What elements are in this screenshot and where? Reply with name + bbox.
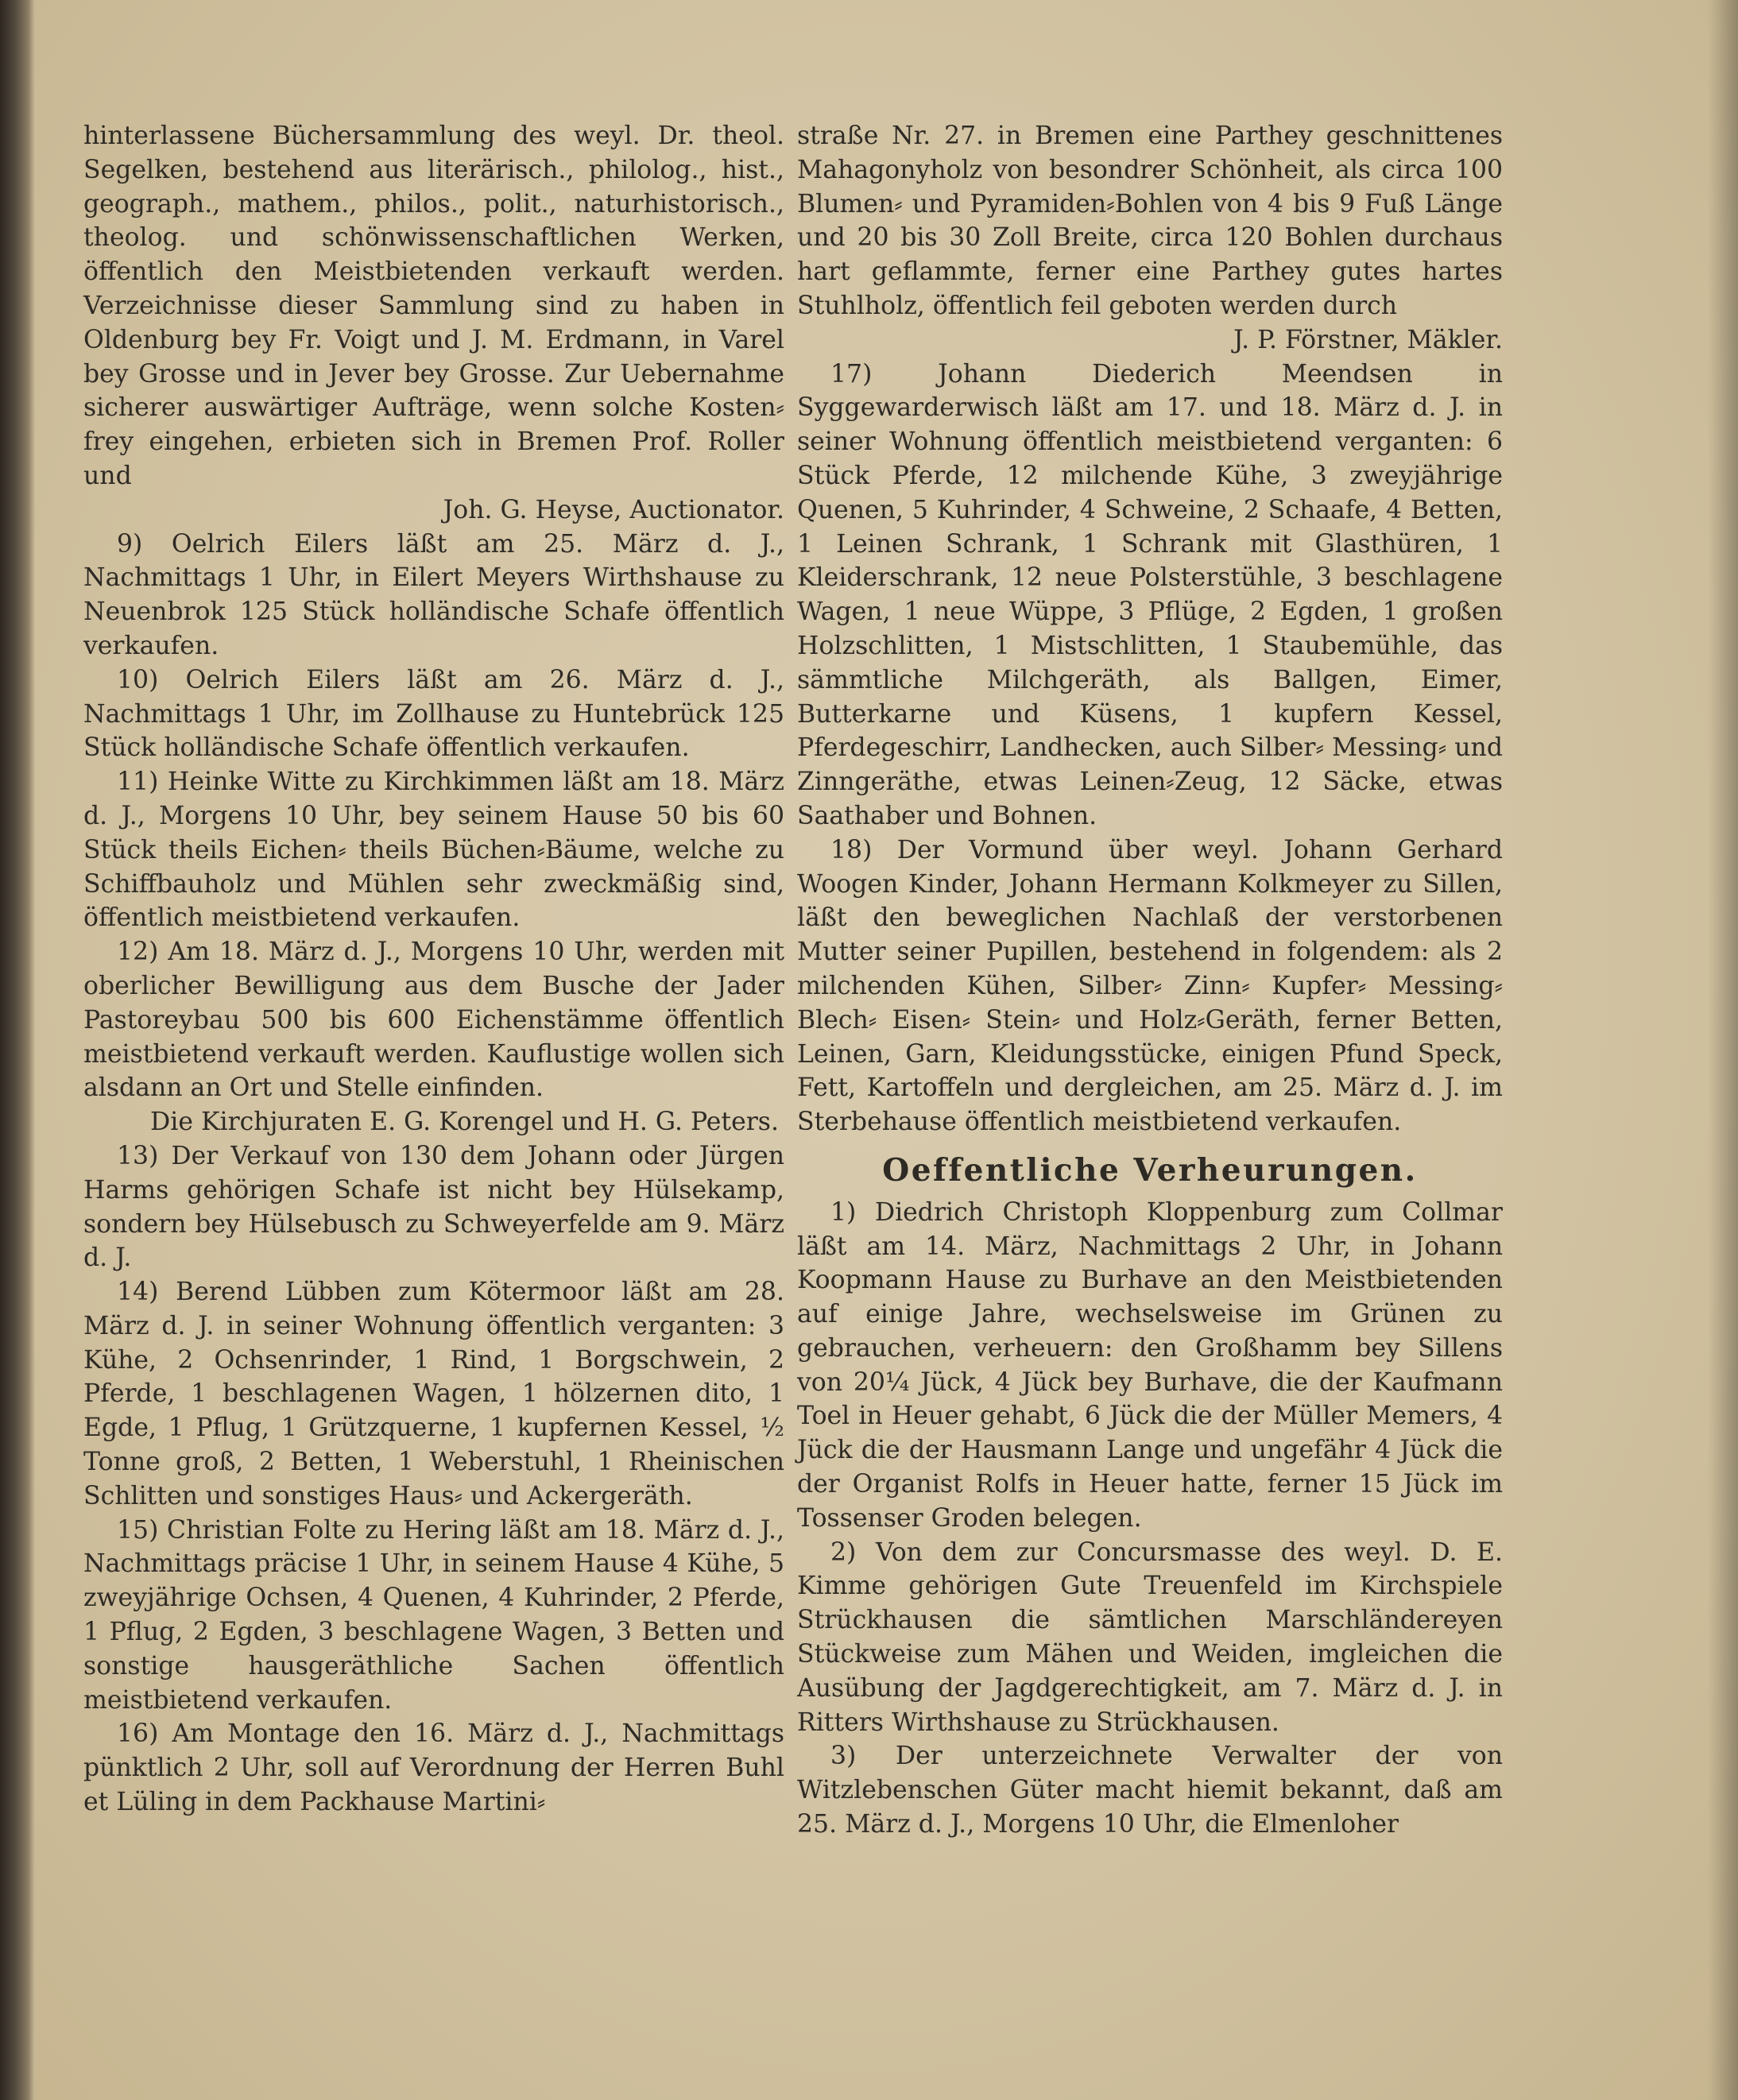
notice-16-signature: J. P. Förstner, Mäkler. bbox=[1233, 325, 1503, 354]
book-binding-edge bbox=[0, 0, 35, 2100]
notice-12: 12) Am 18. März d. J., Morgens 10 Uhr, werden mit oberlicher Bewilligung aus dem Busche der Jader Pastoreybau 500 bis 600 Eichenstämme öffentlich meistbietend verkauft werden. Kauflustige wollen sich alsdann an Ort und Stelle einfinden. bbox=[83, 938, 784, 1103]
notice-10: 10) Oelrich Eilers läßt am 26. März d. J., Nachmittags 1 Uhr, im Zollhause zu Huntebrück 125 Stück holländische Schafe öffentlich verkaufen. bbox=[83, 665, 784, 763]
notice-14: 14) Berend Lübben zum Kötermoor läßt am 28. März d. J. in seiner Wohnung öffentlich verganten: 3 Kühe, 2 Ochsenrinder, 1 Rind, 1 Borgschwein, 2 Pferde, 1 beschlagenen Wagen, 1 hölzernen dito, 1 Egde, 1 Pflug, 1 Grützquerne, 1 kupfernen Kessel, ½ Tonne groß, 2 Betten, 1 Weberstuhl, 1 Rheinischen Schlitten und sonstiges Haus⸗ und Ackergeräth. bbox=[83, 1278, 784, 1510]
lease-1: 1) Diedrich Christoph Kloppenburg zum Collmar läßt am 14. März, Nachmittags 2 Uhr, in Johann Koopmann Hause zu Burhave an den Meistbietenden auf einige Jahre, wechselsweise im Grünen zu gebrauchen, verheuern: den Großhamm bey Sillens von 20¼ Jück, 4 Jück bey Burhave, die der Kaufmann Toel in Heuer gehabt, 6 Jück die der Müller Memers, 4 Jück die der Hausmann Lange und ungefähr 4 Jück die der Organist Rolfs in Heuer hatte, ferner 15 Jück im Tossenser Groden belegen. bbox=[797, 1197, 1503, 1533]
notice-15: 15) Christian Folte zu Hering läßt am 18. März d. J., Nachmittags präcise 1 Uhr, in seinem Hause 4 Kühe, 5 zweyjährige Ochsen, 4 Quenen, 4 Kuhrinder, 2 Pferde, 1 Pflug, 2 Egden, 3 beschlagene Wagen, 3 Betten und sonstige hausgeräthliche Sachen öffentlich meistbietend verkaufen. bbox=[83, 1515, 784, 1715]
notice-opening-signature: Joh. G. Heyse, Auctionator. bbox=[443, 495, 784, 524]
notice-16: 16) Am Montage den 16. März d. J., Nachmittags pünktlich 2 Uhr, soll auf Verordnung der Herren Buhl et Lüling in dem Packhause Martini⸗ bbox=[83, 1719, 784, 1817]
notice-12-signature: Die Kirchjuraten E. G. Korengel und H. G. Peters. bbox=[150, 1108, 779, 1137]
notice-9: 9) Oelrich Eilers läßt am 25. März d. J., Nachmittags 1 Uhr, in Eilert Meyers Wirthshause zu Neuenbrok 125 Stück holländische Schafe öffentlich verkaufen. bbox=[83, 529, 784, 660]
right-column bbox=[797, 119, 1503, 1842]
notice-17: 17) Johann Diederich Meendsen in Syggewarderwisch läßt am 17. und 18. März d. J. in seiner Wohnung öffentlich meistbietend verganten: 6 Stück Pferde, 12 milchende Kühe, 3 zweyjährige Quenen, 5 Kuhrinder, 4 Schweine, 2 Schaafe, 4 Betten, 1 Leinen Schrank, 1 Schrank mit Glasthüren, 1 Kleiderschrank, 12 neue Polsterstühle, 3 beschlagene Wagen, 1 neue Wüppe, 3 Pflüge, 2 Egden, 1 großen Holzschlitten, 1 Mistschlitten, 1 Staubemühle, das sämmtliche Milchgeräth, als Ballgen, Eimer, Butterkarne und Küsens, 1 kupfern Kessel, Pferdegeschirr, Landhecken, auch Silber⸗ Messing⸗ und Zinngeräthe, etwas Leinen⸗Zeug, 12 Säcke, etwas Saathaber und Bohnen. bbox=[797, 359, 1503, 830]
section-heading: Oeffentliche Verheurungen. bbox=[882, 1151, 1418, 1189]
page-edge-shadow bbox=[1708, 0, 1738, 2100]
lease-2: 2) Von dem zur Concursmasse des weyl. D. E. Kimme gehörigen Gute Treuenfeld im Kirchspiele Strückhausen die sämtlichen Marschländereyen Stückweise zum Mähen und Weiden, imgleichen die Ausübung der Jagdgerechtigkeit, am 7. März d. J. in Ritters Wirthshause zu Strückhausen. bbox=[797, 1537, 1503, 1737]
left-column bbox=[83, 119, 784, 1820]
notice-16-continued: straße Nr. 27. in Bremen eine Parthey geschnittenes Mahagonyholz von besondrer Schönheit, als circa 100 Blumen⸗ und Pyramiden⸗Bohlen von 4 bis 9 Fuß Länge und 20 bis 30 Zoll Breite, circa 120 Bohlen durchaus hart geflammte, ferner eine Parthey gutes hartes Stuhlholz, öffentlich feil geboten werden durch bbox=[797, 122, 1503, 320]
notice-18: 18) Der Vormund über weyl. Johann Gerhard Woogen Kinder, Johann Hermann Kolkmeyer zu Sillen, läßt den beweglichen Nachlaß der verstorbenen Mutter seiner Pupillen, bestehend in folgendem: als 2 milchenden Kühen, Silber⸗ Zinn⸗ Kupfer⸗ Messing⸗ Blech⸗ Eisen⸗ Stein⸗ und Holz⸗Geräth, ferner Betten, Leinen, Garn, Kleidungsstücke, einigen Pfund Speck, Fett, Kartoffeln und dergleichen, am 25. März d. J. im Sterbehause öffentlich meistbietend verkaufen. bbox=[797, 835, 1503, 1137]
notice-11: 11) Heinke Witte zu Kirchkimmen läßt am 18. März d. J., Morgens 10 Uhr, bey seinem Hause 50 bis 60 Stück theils Eichen⸗ theils Büchen⸗Bäume, welche zu Schiffbauholz und Mühlen sehr zweckmäßig sind, öffentlich meistbietend verkaufen. bbox=[83, 768, 784, 933]
notice-13: 13) Der Verkauf von 130 dem Johann oder Jürgen Harms gehörigen Schafe ist nicht bey Hülsekamp, sondern bey Hülsebusch zu Schweyerfelde am 9. März d. J. bbox=[83, 1141, 784, 1273]
lease-3: 3) Der unterzeichnete Verwalter der von Witzlebenschen Güter macht hiemit bekannt, daß am 25. März d. J., Morgens 10 Uhr, die Elmenloher bbox=[797, 1742, 1503, 1839]
notice-opening: hinterlassene Büchersammlung des weyl. Dr. theol. Segelken, bestehend aus literärisch., philolog., hist., geograph., mathem., philos., polit., naturhistorisch., theolog. und schönwissenschaftlichen Werken, öffentlich den Meistbietenden verkauft werden. Verzeichnisse dieser Sammlung sind zu haben in Oldenburg bey Fr. Voigt und J. M. Erdmann, in Varel bey Grosse und in Jever bey Grosse. Zur Uebernahme sicherer auswärtiger Aufträge, wenn solche Kosten⸗frey eingehen, erbieten sich in Bremen Prof. Roller und bbox=[83, 122, 784, 490]
